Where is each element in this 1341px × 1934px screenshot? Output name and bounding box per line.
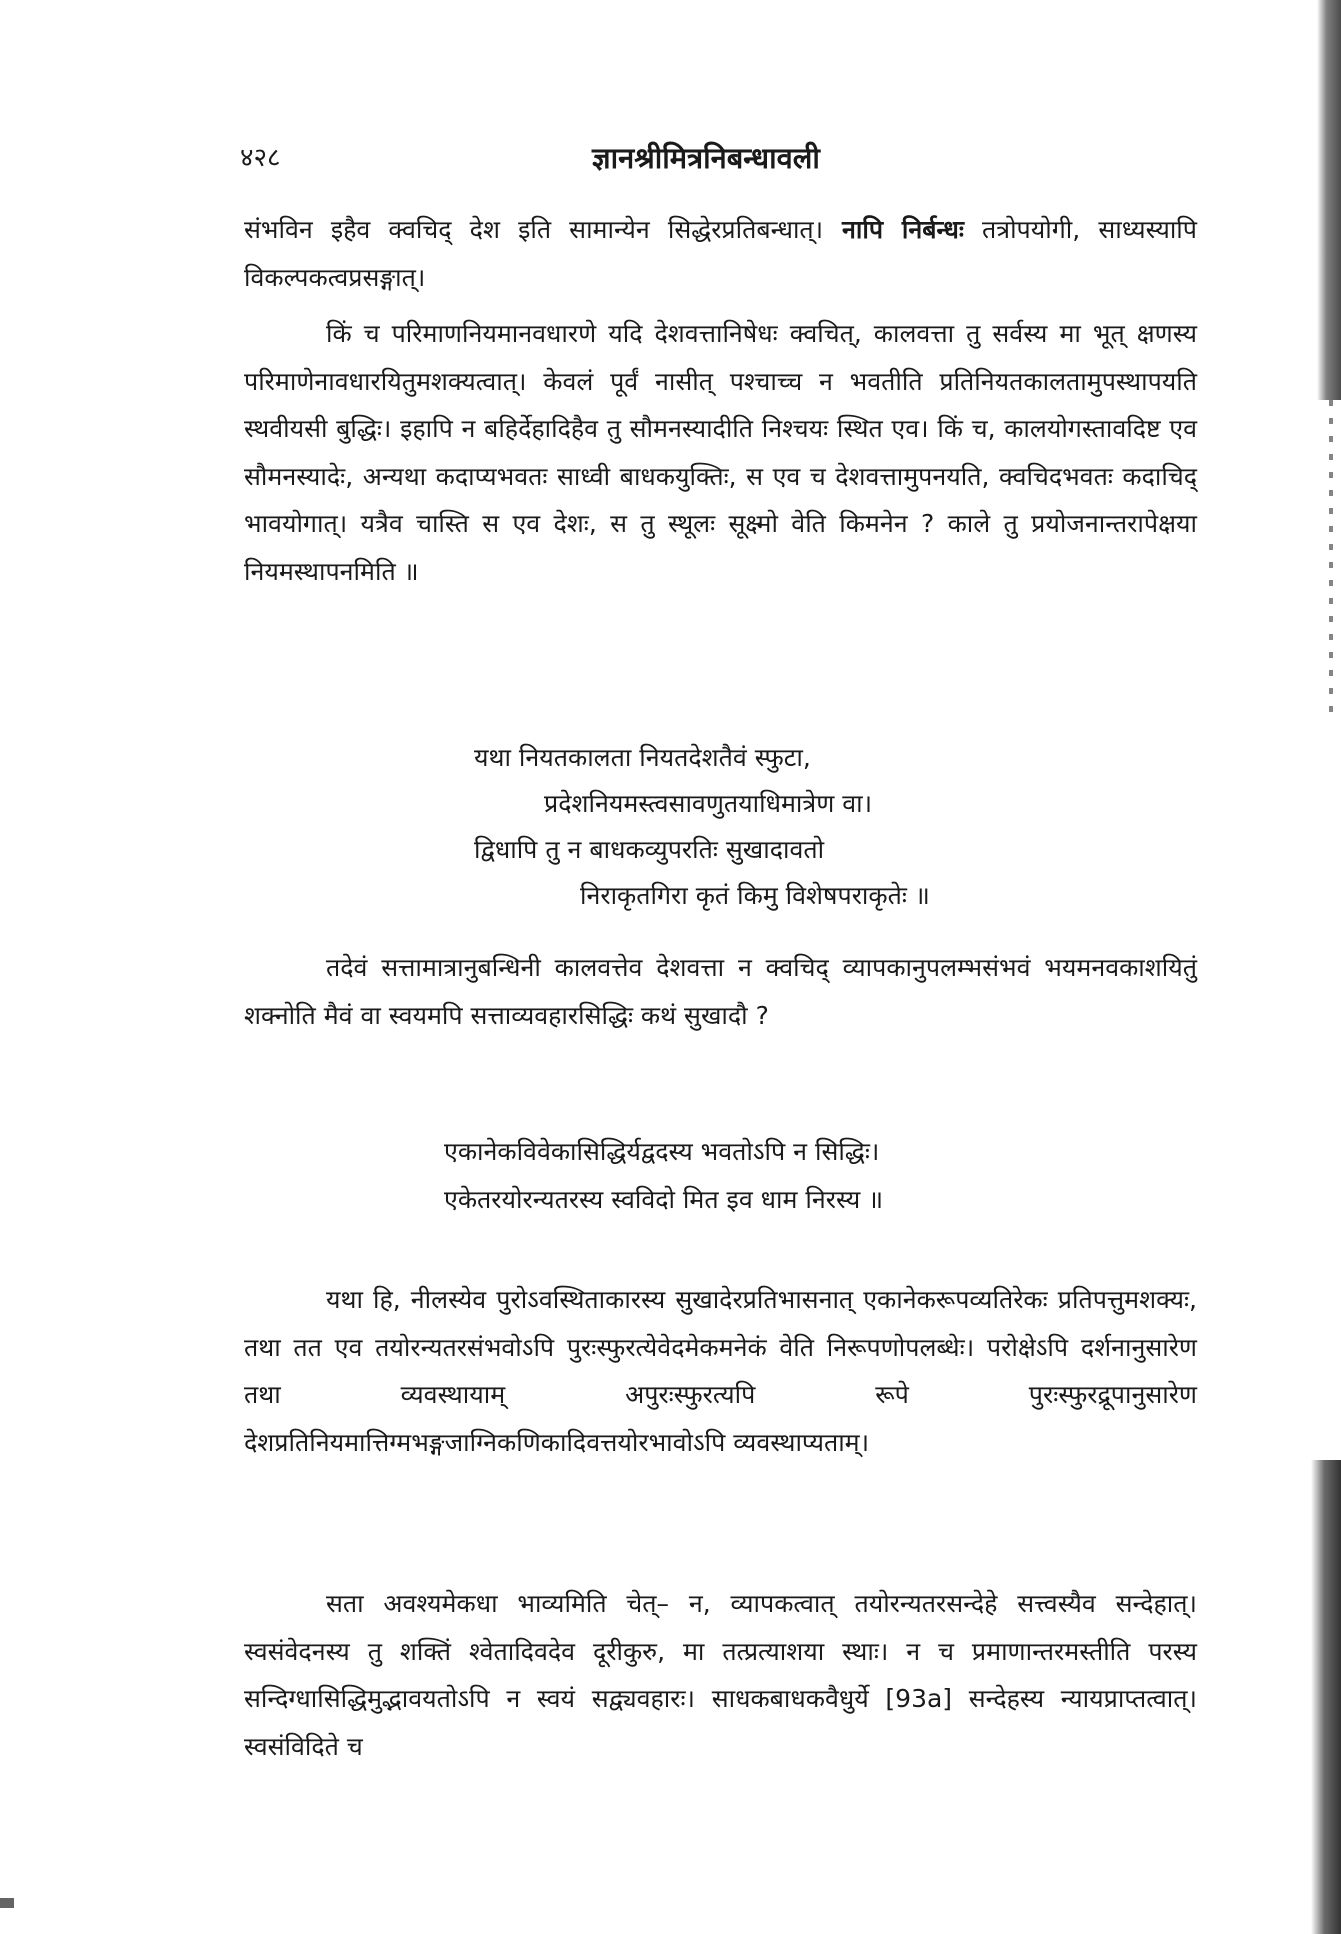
scan-speck xyxy=(0,1898,14,1908)
paragraph-4: यथा हि, नीलस्येव पुरोऽवस्थिताकारस्य सुखादेरप्रतिभासनात् एकानेकरूपव्यतिरेकः प्रतिपत्तुमशक्यः, तथा तत एव तयोरन्यतरसंभवोऽपि पुरःस्फुरत्येवेदमेकमनेकं वेति निरूपणोपलब्धेः। परोक्षेऽपि दर्शनानुसारेण तथा व्यवस्थायाम् अपुरःस्फुरत्यपि रूपे पुरःस्फुरद्रूपानुसारेण देशप्रतिनियमात्तिग्मभङ्गजाग्निकणिकादिवत्तयोरभावोऽपि व्यवस्थाप्यताम्। xyxy=(244,1285,1197,1457)
verse-2-line-2: एकेतरयोरन्यतरस्य स्वविदो मित इव धाम निरस्य ॥ xyxy=(444,1185,884,1214)
paragraph-1-emph: नापि निर्बन्धः xyxy=(823,215,964,244)
paragraph-5: सता अवश्यमेकधा भाव्यमिति चेत्– न, व्यापकत्वात् तयोरन्यतरसन्देहे सत्त्वस्यैव सन्देहात्। स्वसंवेदनस्य तु शक्तिं श्वेतादिवदेव दूरीकुरु, मा तत्प्रत्याशया स्थाः। न च प्रमाणान्तरमस्तीति परस्य सन्दिग्धासिद्धिमुद्भावयतोऽपि न स्वयं सद्व्यवहारः। साधकबाधकवैधुर्ये [93a] सन्देहस्य न्यायप्राप्तत्वात्। स्वसंविदिते च xyxy=(244,1589,1197,1761)
verse-2-line-1: एकानेकविवेकासिद्धिर्यद्वदस्य भवतोऽपि न सिद्धिः। xyxy=(444,1137,880,1166)
paragraph-3: तदेवं सत्तामात्रानुबन्धिनी कालवत्तेव देशवत्ता न क्वचिद् व्यापकानुपलम्भसंभवं भयमनवकाशयितुं शक्नोति मैवं वा स्वयमपि सत्ताव्यवहारसिद्धिः कथं सुखादौ ? xyxy=(244,953,1197,1030)
page-number: ४२८ xyxy=(240,143,281,173)
paragraph-2: किं च परिमाणनियमानवधारणे यदि देशवत्तानिषेधः क्वचित्, कालवत्ता तु सर्वस्य मा भूत् क्षणस्य परिमाणेनावधारयितुमशक्यत्वात्। केवलं पूर्वं नासीत् पश्चाच्च न भवतीति प्रतिनियतकालतामुपस्थापयति स्थवीयसी बुद्धिः। इहापि न बहिर्देहादिहैव तु सौमनस्यादीति निश्चयः स्थित एव। किं च, कालयोगस्तावदिष्ट एव सौमनस्यादेः, अन्यथा कदाप्यभवतः साध्वी बाधकयुक्तिः, स एव च देशवत्तामुपनयति, क्वचिदभवतः कदाचिद् भावयोगात्। यत्रैव चास्ति स एव देशः, स तु स्थूलः सूक्ष्मो वेति किमनेन ? काले तु प्रयोजनान्तरापेक्षया नियमस्थापनमिति ॥ xyxy=(244,319,1197,586)
paragraph-1-tail: तत्रोपयोगी, साध्यस्यापि विकल्पकत्वप्रसङ्गात्। xyxy=(244,215,1197,292)
paragraph-1-text: संभविन इहैव क्वचिद् देश इति सामान्येन सिद्धेरप्रतिबन्धात्। xyxy=(244,215,824,244)
verse-1-line-2: प्रदेशनियमस्त्वसावणुतयाधिमात्रेण वा। xyxy=(544,789,873,818)
scan-edge-shadow xyxy=(1317,0,1341,400)
verse-1-line-4: निराकृतगिरा कृतं किमु विशेषपराकृतेः ॥ xyxy=(580,881,930,910)
page-header xyxy=(240,138,1240,178)
paragraph-1 xyxy=(244,206,1197,301)
scan-edge-shadow-bottom xyxy=(1311,1460,1341,1934)
scan-edge-marks xyxy=(1329,400,1333,720)
verse-1-line-1: यथा नियतकालता नियतदेशतैवं स्फुटा, xyxy=(474,743,811,772)
running-title: ज्ञानश्रीमित्रनिबन्धावली xyxy=(592,141,820,175)
verse-1-line-3: द्विधापि तु न बाधकव्युपरतिः सुखादावतो xyxy=(474,835,825,864)
